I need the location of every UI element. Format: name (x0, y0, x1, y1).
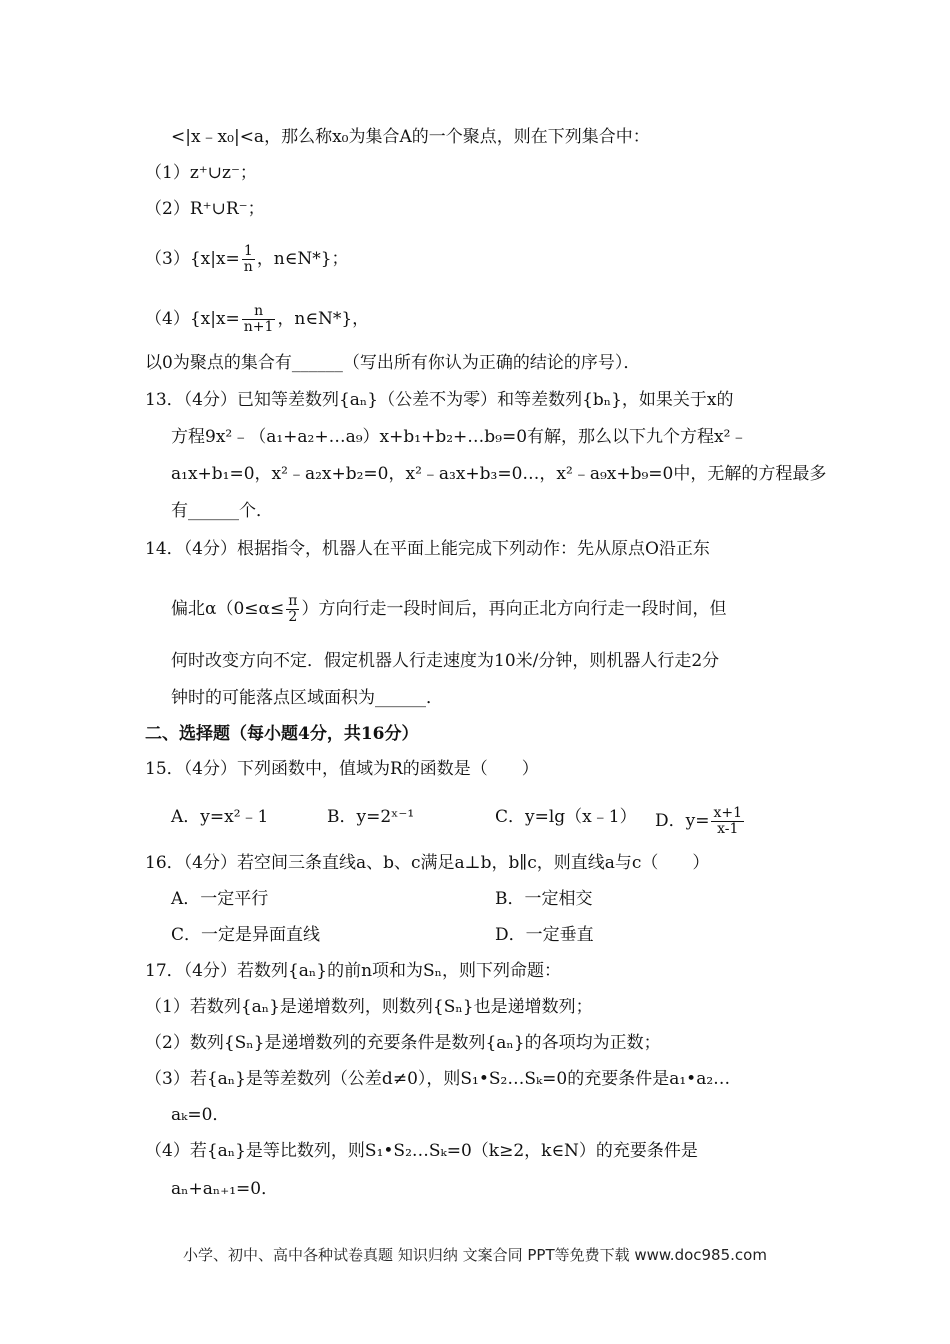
option-c: C．y=lg（x﹣1） (495, 807, 637, 827)
option-b: B．y=2ˣ⁻¹ (327, 807, 415, 827)
question-13: 13．（4分）已知等差数列{aₙ}（公差不为零）和等差数列{bₙ}，如果关于x的 (145, 390, 734, 410)
text-fragment: D．y= (655, 811, 710, 831)
fraction (242, 304, 276, 335)
question-14: 14．（4分）根据指令，机器人在平面上能完成下列动作：先从原点O沿正东 (145, 539, 710, 559)
text-line: 方程9x²﹣（a₁+a₂+…a₉）x+b₁+b₂+…b₉=0有解，那么以下九个方程x²﹣ (171, 427, 748, 447)
option-c: C．一定是异面直线 (171, 925, 321, 945)
option-d (655, 806, 746, 837)
text-fragment: 偏北α（0≤α≤ (171, 599, 285, 619)
text-line: a₁x+b₁=0，x²﹣a₂x+b₂=0，x²﹣a₃x+b₃=0…，x²﹣a₉x+b₉=0中，无解的方程最多 (171, 464, 827, 484)
text-line: 何时改变方向不定．假定机器人行走速度为10米/分钟，则机器人行走2分 (171, 651, 720, 671)
fraction-numerator: 1 (242, 244, 255, 260)
fraction-denominator: x-1 (717, 821, 739, 837)
fraction-numerator: x+1 (713, 805, 743, 821)
option-b: B．一定相交 (495, 889, 593, 909)
text-line: 钟时的可能落点区域面积为______． (171, 688, 443, 708)
text-fragment: （4）{x|x= (145, 309, 240, 329)
question-16: 16．（4分）若空间三条直线a、b、c满足a⊥b，b∥c，则直线a与c（ ） (145, 853, 710, 873)
option-d: D．一定垂直 (495, 925, 594, 945)
text-fragment: （3）{x|x= (145, 249, 240, 269)
direction-line (171, 594, 726, 625)
section-heading: 二、选择题（每小题4分，共16分） (145, 724, 419, 744)
text-line: aₖ=0． (171, 1105, 230, 1125)
option-a: A．y=x²﹣1 (171, 807, 269, 827)
text-line: （1）z⁺∪z⁻； (145, 163, 257, 183)
fraction (711, 806, 744, 837)
text-line: （2）R⁺∪R⁻； (145, 199, 265, 219)
text-fragment: ）方向行走一段时间后，再向正北方向行走一段时间，但 (301, 599, 727, 619)
text-line: （2）数列{Sₙ}是递增数列的充要条件是数列{aₙ}的各项均为正数； (145, 1033, 661, 1053)
fraction-numerator: π (288, 593, 298, 609)
fraction-denominator: n+1 (243, 319, 274, 335)
text-line: （4）若{aₙ}是等比数列，则S₁•S₂…Sₖ=0（k≥2，k∈N）的充要条件是 (145, 1141, 698, 1161)
page-footer: 小学、初中、高中各种试卷真题 知识归纳 文案合同 PPT等免费下载 www.doc985.com (183, 1246, 767, 1264)
fraction-denominator: n (243, 259, 253, 275)
text-line: aₙ+aₙ₊₁=0． (171, 1179, 279, 1199)
text-line: <|x﹣x₀|<a，那么称x₀为集合A的一个聚点，则在下列集合中： (171, 127, 650, 147)
option-a: A．一定平行 (171, 889, 269, 909)
question-15: 15．（4分）下列函数中，值域为R的函数是（ ） (145, 759, 539, 779)
text-line: （1）若数列{aₙ}是递增数列，则数列{Sₙ}也是递增数列； (145, 997, 593, 1017)
set-4-line (145, 304, 369, 335)
question-17: 17．（4分）若数列{aₙ}的前n项和为Sₙ，则下列命题： (145, 961, 562, 981)
text-fragment: ，n∈N*}， (277, 309, 370, 329)
text-fragment: ，n∈N*}； (256, 249, 349, 269)
fraction-denominator: 2 (288, 609, 298, 625)
text-line: （3）若{aₙ}是等差数列（公差d≠0），则S₁•S₂…Sₖ=0的充要条件是a₁•a₂… (145, 1069, 731, 1089)
fraction (242, 244, 255, 275)
fraction (286, 594, 299, 625)
set-3-line (145, 244, 349, 275)
text-line: 有______个． (171, 501, 273, 521)
fraction-numerator: n (242, 304, 276, 320)
text-line: 以0为聚点的集合有______（写出所有你认为正确的结论的序号）． (145, 353, 641, 373)
